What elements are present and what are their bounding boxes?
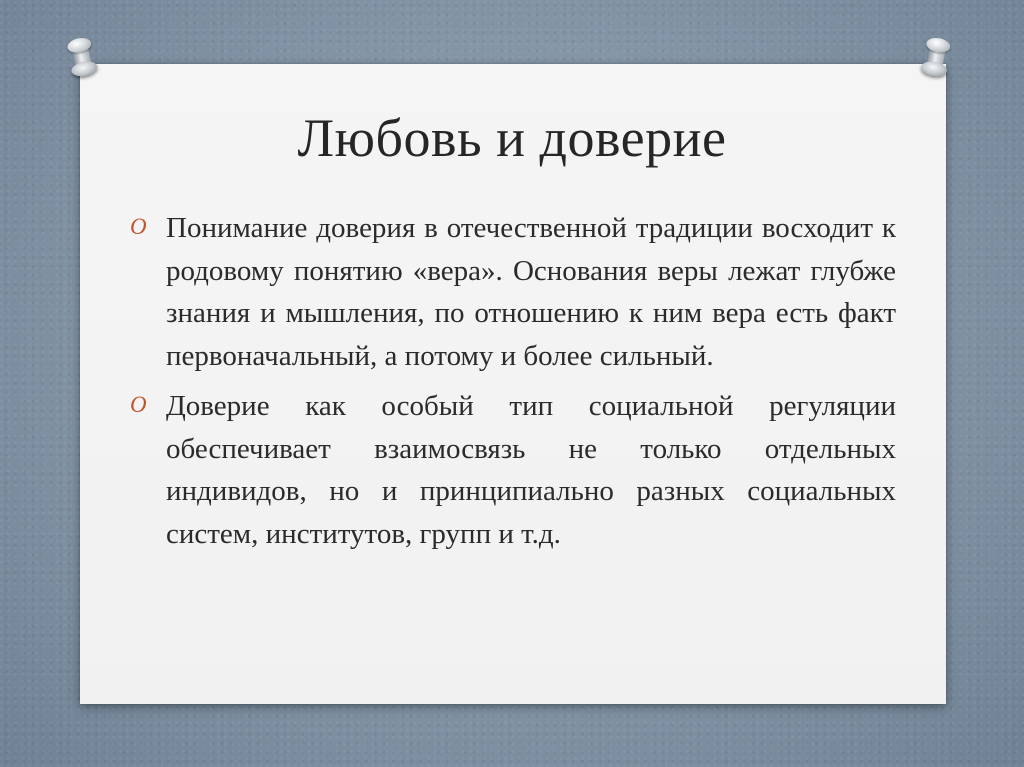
pushpin-icon (919, 36, 954, 80)
bullet-list (128, 207, 896, 563)
slide-title: Любовь и доверие (297, 108, 727, 168)
pushpin-icon (64, 36, 100, 81)
bullet-marker-icon: O (130, 392, 147, 417)
bullet-item (128, 385, 896, 555)
bullet-item (128, 207, 896, 377)
bullet-text: Понимание доверия в отечественной традиции восходит к родовому понятию «вера». Основания веры лежат глубже знания и мышления, по отношению к ним вера есть факт первоначальный, а потому и более сильный. (166, 212, 896, 372)
bullet-marker-icon: O (130, 214, 147, 239)
bullet-text: Доверие как особый тип социальной регуляции обеспечивает взаимосвязь не только отдельных индивидов, но и принципиально разных социальных систем, институтов, групп и т.д. (166, 390, 896, 550)
